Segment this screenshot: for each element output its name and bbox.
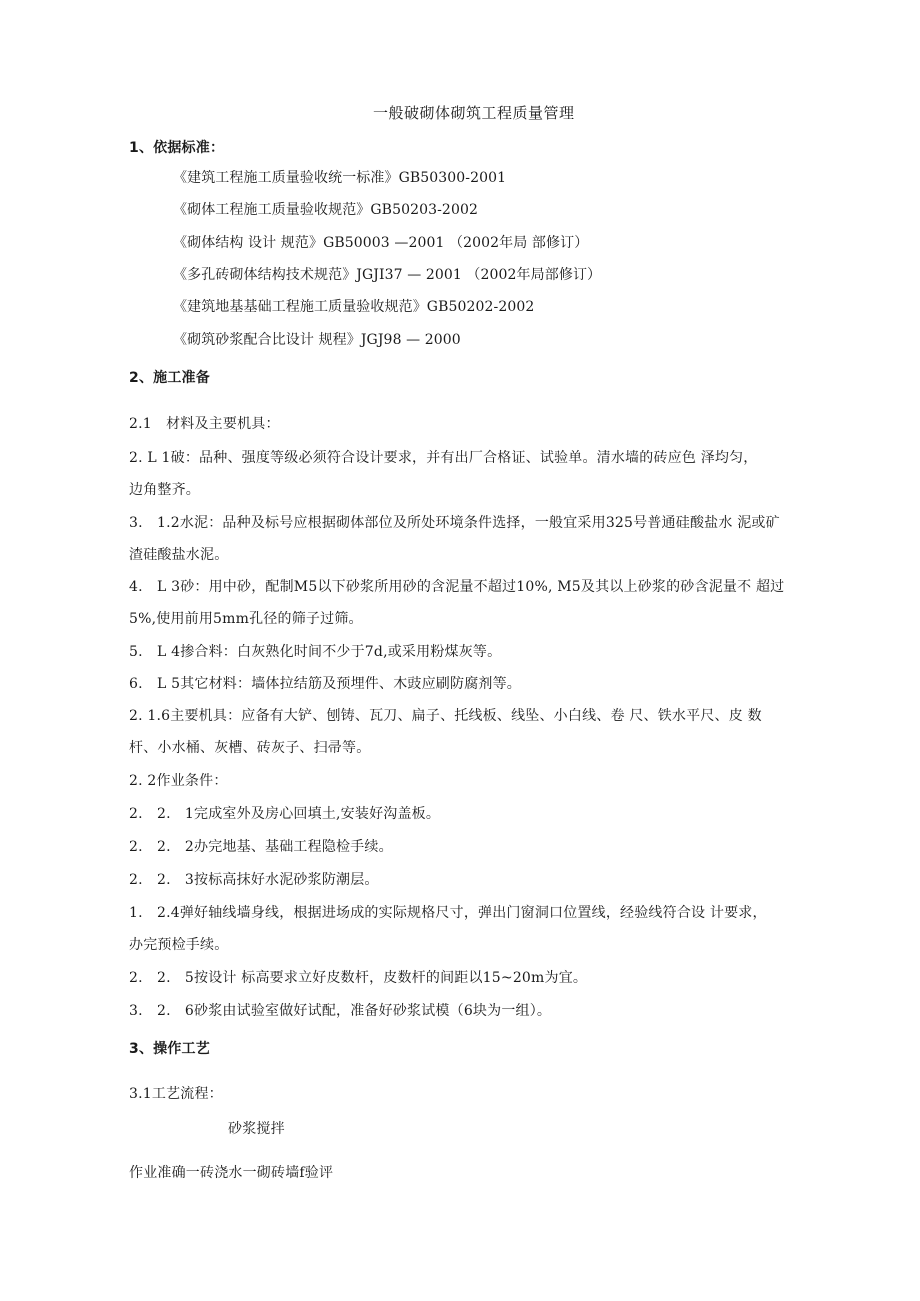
paragraph: 2. 2. 2办完地基、基础工程隐检手续。 xyxy=(129,839,393,855)
section-3-heading: 3、操作工艺 xyxy=(129,1041,210,1057)
paragraph: 3.1工艺流程： xyxy=(129,1086,223,1102)
paragraph-continuation: 办完预检手续。 xyxy=(129,937,229,953)
paragraph: 2. 2. 3按标高抹好水泥砂浆防潮层。 xyxy=(129,872,379,888)
paragraph: 2. L 1破：品种、强度等级必须符合设计要求，并有出厂合格证、试验单。清水墙的砖应色 泽均匀， xyxy=(129,450,758,466)
paragraph: 2. 2作业条件： xyxy=(129,773,228,789)
paragraph-continuation: 边角整齐。 xyxy=(129,482,200,498)
paragraph: 2.1 材料及主要机具： xyxy=(129,416,280,432)
standard-item: 《砌筑砂浆配合比设计 规程》JGJ98 — 2000 xyxy=(173,332,461,348)
paragraph-continuation: 渣硅酸盐水泥。 xyxy=(129,547,229,563)
standard-item: 《砌体工程施工质量验收规范》GB50203-2002 xyxy=(173,202,478,218)
paragraph: 4. L 3砂：用中砂，配制M5以下砂浆所用砂的含泥量不超过10%, M5及其以上砂浆的砂含泥量不 超过 xyxy=(129,579,785,595)
paragraph-continuation: 杆、小水桶、灰槽、砖灰子、扫帚等。 xyxy=(129,740,371,756)
standard-item: 《建筑地基基础工程施工质量验收规范》GB50202-2002 xyxy=(173,299,535,315)
paragraph-continuation: 5%,使用前用5mm孔径的筛子过筛。 xyxy=(129,611,363,627)
standard-item: 《多孔砖砌体结构技术规范》JGJI37 — 2001 （2002年局部修订） xyxy=(173,267,602,283)
standard-item: 《建筑工程施工质量验收统一标准》GB50300-2001 xyxy=(173,170,507,186)
paragraph: 3. 1.2水泥：品种及标号应根据砌体部位及所处环境条件选择，一般宜采用325号普通硅酸盐水 泥或矿 xyxy=(129,515,780,531)
section-2-heading: 2、施工准备 xyxy=(129,370,210,386)
standard-item: 《砌体结构 设计 规范》GB50003 —2001 （2002年局 部修订） xyxy=(173,235,589,251)
paragraph: 5. L 4掺合料：白灰熟化时间不少于7d,或采用粉煤灰等。 xyxy=(129,644,502,660)
flow-step-mortar-mixing: 砂浆搅拌 xyxy=(228,1121,285,1137)
page-title: 一般破砌体砌筑工程质量管理 xyxy=(373,104,575,122)
paragraph: 1. 2.4弹好轴线墙身线，根据进场成的实际规格尺寸，弹出门窗洞口位置线，经验线符合设 计要求， xyxy=(129,905,767,921)
flow-sequence: 作业准确一砖浇水一砌砖墙f验评 xyxy=(129,1165,334,1181)
paragraph: 2. 2. 5按设计 标高要求立好皮数杆，皮数杆的间距以15~20m为宜。 xyxy=(129,970,588,986)
section-1-heading: 1、依据标准： xyxy=(129,140,225,156)
paragraph: 2. 1.6主要机具：应备有大铲、刨铸、瓦刀、扁子、托线板、线坠、小白线、卷 尺、铁水平尺、皮 数 xyxy=(129,708,762,724)
paragraph: 2. 2. 1完成室外及房心回填土,安装好沟盖板。 xyxy=(129,806,441,822)
paragraph: 6. L 5其它材料：墙体拉结筋及预埋件、木豉应刷防腐剂等。 xyxy=(129,676,522,692)
paragraph: 3. 2. 6砂浆由试验室做好试配，准备好砂浆试模（6块为一组）。 xyxy=(129,1003,552,1019)
